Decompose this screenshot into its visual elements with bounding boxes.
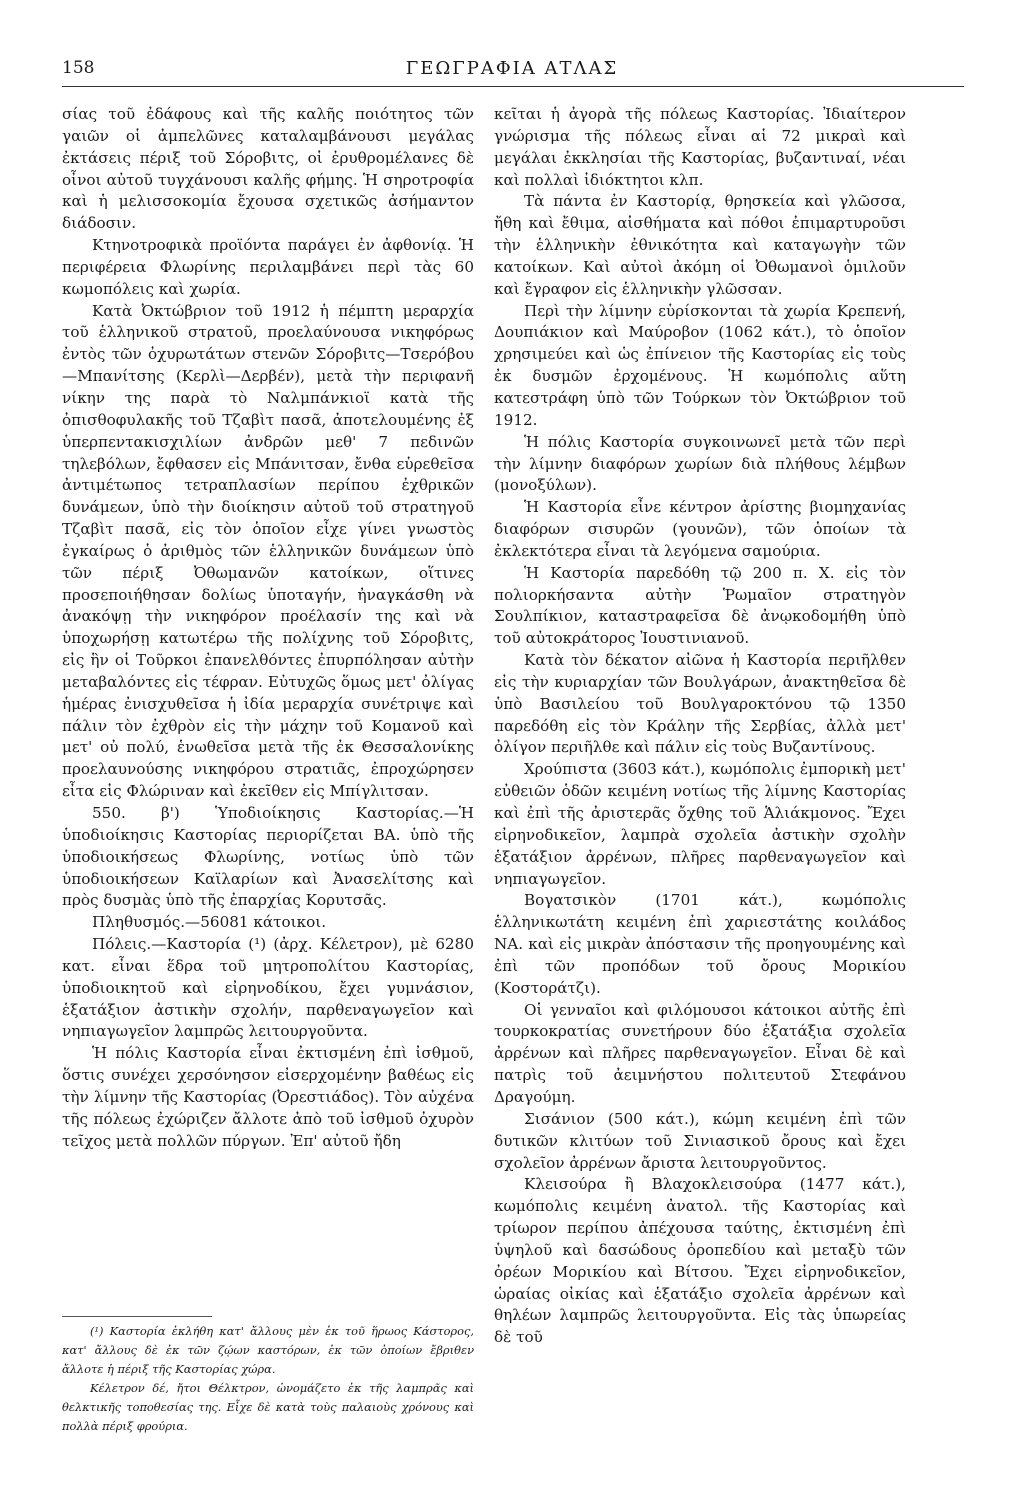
paragraph: Πληθυσμός.—56081 κάτοικοι. <box>92 913 327 932</box>
paragraph: Κτηνοτροφικὰ προϊόντα παράγει ἐν ἀφθονίᾳ. Ἡ περιφέρεια Φλωρίνης περιλαμβάνει περὶ τὰς 60 κωμοπόλεις καὶ χωρία. <box>62 236 474 298</box>
paragraph: 550. β') Ὑποδιοίκησις Καστορίας.—Ἡ ὑποδιοίκησις Καστορίας περιορίζεται ΒΑ. ὑπὸ τῆς ὑποδιοικήσεως Φλωρίνης, νοτίως ὑπὸ τῶν ὑποδιοικήσεων Καϊλαρίων καὶ Ἀνασελίτσης καὶ πρὸς δυσμὰς ὑπὸ τῆς ἐπαρχίας Κορυτσᾶς. <box>62 804 474 910</box>
paragraph: Ἡ πόλις Καστορία συγκοινωνεῖ μετὰ τῶν περὶ τὴν λίμνην διαφόρων χωρίων διὰ πλήθους λέμβων (μονοξύλων). <box>494 432 906 495</box>
paragraph: Περὶ τὴν λίμνην εὑρίσκονται τὰ χωρία Κρεπενή, Δουπιάκιον καὶ Μαύροβον (1062 κάτ.), τὸ ὁποῖον χρησιμεύει καὶ ὡς ἐπίνειον τῆς Καστορίας εἰς τοὺς ἐκ δυσμῶν ἐρχομένους. Ἡ κωμόπολις αὕτη κατεστράφη ὑπὸ τῶν Τούρκων τὸν Ὀκτώβριον τοῦ 1912. <box>494 301 906 429</box>
paragraph: Κλεισούρα ἢ Βλαχοκλεισούρα (1477 κάτ.), κωμόπολις κειμένη ἀνατολ. τῆς Καστορίας καὶ τρίωρον περίπου ἀπέχουσα ταύτης, ἐκτισμένη ἐπὶ ὑψηλοῦ καὶ δασώδους ὀροπεδίου καὶ μεταξὺ τῶν ὀρέων Μορικίου καὶ Βίτσου. Ἔχει εἰρηνοδικεῖον, ὡραίας οἰκίας καὶ ἑξατάξιο σχολεῖα ἀρρένων καὶ θηλέων λαμπρῶς λειτουργοῦντα. Εἰς τὰς ὑπωρείας δὲ τοῦ <box>494 1175 906 1347</box>
footnote: (¹) Καστορία ἐκλήθη κατ' ἄλλους μὲν ἐκ τοῦ ἥρωος Κάστορος, κατ' ἄλλους δὲ ἐκ τῶν ζῴων καστόρων, ἐκ τῶν ὁποίων ἔβριθεν ἄλλοτε ἡ πέριξ τῆς Καστορίας χώρα. <box>62 1324 474 1376</box>
paragraph: Κατὰ τὸν δέκατον αἰῶνα ἡ Καστορία περιῆλθεν εἰς τὴν κυριαρχίαν τῶν Βουλγάρων, ἀνακτηθεῖσα δὲ ὑπὸ Βασιλείου τοῦ Βουλγαροκτόνου τῷ 1350 παρεδόθη εἰς τὸν Κράλην τῆς Σερβίας, ἀλλὰ μετ' ὀλίγον περιῆλθε καὶ πάλιν εἰς τοὺς Βυζαντίνους. <box>494 651 906 757</box>
paragraph: Βογατσικὸν (1701 κάτ.), κωμόπολις ἑλληνικωτάτη κειμένη ἐπὶ χαριεστάτης κοιλάδος ΝΑ. καὶ εἰς μικρὰν ἀπόστασιν τῆς προηγουμένης καὶ ἐπὶ τῶν προπόδων τοῦ ὄρους Μορικίου (Κοστοράτζι). <box>494 891 906 997</box>
paragraph: Ἡ Καστορία παρεδόθη τῷ 200 π. Χ. εἰς τὸν πολιορκήσαντα αὐτὴν Ῥωμαῖον στρατηγὸν Σουλπίκιον, καταστραφεῖσα δὲ ἀνῳκοδομήθη ὑπὸ τοῦ αὐτοκράτορος Ἰουστινιανοῦ. <box>494 563 906 648</box>
paragraph: κεῖται ἡ ἀγορὰ τῆς πόλεως Καστορίας. Ἰδιαίτερον γνώρισμα τῆς πόλεως εἶναι αἱ 72 μικραὶ καὶ μεγάλαι ἐκκλησίαι τῆς Καστορίας, βυζαντιναί, νέαι καὶ πολλαὶ ἰδιόκτητοι κλπ. <box>494 105 906 189</box>
paragraph: Κατὰ Ὀκτώβριον τοῦ 1912 ἡ πέμπτη μεραρχία τοῦ ἑλληνικοῦ στρατοῦ, προελαύνουσα νικηφόρως ἐντὸς τῶν ὀχυρωτάτων στενῶν Σόροβιτς—Τσερόβου—Μπανίτσης (Κερλὶ—Δερβέν), μετὰ τὴν περιφανῆ νίκην της παρὰ τὸ Ναλμπάνκιοϊ κατὰ τῆς ὀπισθοφυλακῆς τοῦ Τζαβὶτ πασᾶ, ἀποτελουμένης ἐξ ὑπερπεντακισχιλίων ἀνδρῶν μεθ' 7 πεδινῶν τηλεβόλων, ἔφθασεν εἰς Μπάνιτσαν, ἔνθα εὑρεθεῖσα ἀντιμέτωπος τετραπλασίων περίπου ἐχθρικῶν δυνάμεων, ὑπὸ τὴν διοίκησιν αὐτοῦ τοῦ στρατηγοῦ Τζαβὶτ πασᾶ, εἰς τὸν ὁποῖον εἶχε γίνει γνωστὸς ἐγκαίρως ὁ ἀριθμὸς τῶν ἑλληνικῶν δυνάμεων ὑπὸ τῶν πέριξ Ὀθωμανῶν κατοίκων, οἵτινες προσεποιήθησαν δολίως ὑποταγήν, ἠναγκάσθη νὰ ἀνακόψῃ τὴν νικηφόρον προέλασίν της καὶ νὰ ὑποχωρήσῃ κατωτέρω τῆς πολίχνης τοῦ Σόροβιτς, εἰς ἣν οἱ Τοῦρκοι ἐπανελθόντες ἐπυρπόλησαν αὐτὴν μεταβαλόντες εἰς τέφραν. Εὐτυχῶς ὅμως μετ' ὀλίγας ἡμέρας ἐνισχυθεῖσα ἡ ἰδία μεραρχία συνέτριψε καὶ πάλιν τὸν ἐχθρὸν εἰς τὴν μάχην τοῦ Κομανοῦ καὶ μετ' οὐ πολύ, ἑνωθεῖσα μετὰ τῆς ἐκ Θεσσαλονίκης προελαυνούσης νικηφόρου στρατιᾶς, ἐπροχώρησεν εἶτα εἰς Φλώριναν καὶ ἐκεῖθεν εἰς Μπίγλιτσαν. <box>62 301 474 801</box>
paragraph: Ἡ πόλις Καστορία εἶναι ἐκτισμένη ἐπὶ ἰσθμοῦ, ὅστις συνέχει χερσόνησον εἰσερχομένην βαθέως εἰς τὴν λίμνην τῆς Καστορίας (Ὀρεστιάδος). Τὸν αὐχένα τῆς πόλεως ἐχώριζεν ἄλλοτε ἀπὸ τοῦ ἰσθμοῦ ὀχυρὸν τεῖχος μετὰ πολλῶν πύργων. Ἐπ' αὐτοῦ ἤδη <box>62 1044 474 1150</box>
running-title: ΓΕΩΓΡΑΦΙΑ ΑΤΛΑΣ <box>405 58 619 79</box>
paragraph: Τὰ πάντα ἐν Καστορίᾳ, θρησκεία καὶ γλῶσσα, ἤθη καὶ ἔθιμα, αἰσθήματα καὶ πόθοι ἐπιμαρτυροῦσι τὴν ἑλληνικὴν ἐθνικότητα καὶ καταγωγὴν τῶν κατοίκων. Καὶ αὐτοὶ ἀκόμη οἱ Ὀθωμανοὶ ὁμιλοῦν καὶ ἔγραφον εἰς ἑλληνικὴν γλῶσσαν. <box>494 192 906 298</box>
left-column <box>62 104 474 1153</box>
footnote-rule <box>62 1316 212 1317</box>
paragraph: Οἱ γενναῖοι καὶ φιλόμουσοι κάτοικοι αὐτῆς ἐπὶ τουρκοκρατίας συνετήρουν δύο ἑξατάξια σχολεῖα ἀρρένων καὶ πλῆρες παρθεναγωγεῖον. Εἶναι δὲ καὶ πατρὶς τοῦ ἀειμνήστου πολιτευτοῦ Στεφάνου Δραγούμη. <box>494 1000 906 1106</box>
paragraph: Ἡ Καστορία εἶνε κέντρον ἀρίστης βιομηχανίας διαφόρων σισυρῶν (γουνῶν), τῶν ὁποίων τὰ ἐκλεκτότερα εἶναι τὰ λεγόμενα σαμούρια. <box>494 498 906 560</box>
page-number: 158 <box>62 58 95 78</box>
footnotes <box>62 1322 474 1436</box>
footnote: Κέλετρον δέ, ἤτοι Θέλκτρον, ὠνομάζετο ἐκ τῆς λαμπρᾶς καὶ θελκτικῆς τοποθεσίας της. Εἶχε δὲ κατὰ τοὺς παλαιοὺς χρόνους καὶ πολλὰ πέριξ φρούρια. <box>62 1381 474 1433</box>
paragraph: Χρούπιστα (3603 κάτ.), κωμόπολις ἐμπορικὴ μετ' εὐθειῶν ὁδῶν κειμένη νοτίως τῆς λίμνης Καστορίας καὶ ἐπὶ τῆς ἀριστερᾶς ὄχθης τοῦ Ἁλιάκμονος. Ἔχει εἰρηνοδικεῖον, λαμπρὰ σχολεῖα ἀστικὴν σχολὴν ἑξατάξιον ἀρρένων, πλῆρες παρθεναγωγεῖον καὶ νηπιαγωγεῖον. <box>494 760 906 888</box>
paragraph: Πόλεις.—Καστορία (¹) (ἀρχ. Κέλετρον), μὲ 6280 κατ. εἶναι ἕδρα τοῦ μητροπολίτου Καστορίας, ὑποδιοικητοῦ καὶ εἰρηνοδίκου, ἔχει γυμνάσιον, ἑξατάξιον ἀστικὴν σχολήν, παρθεναγωγεῖον καὶ νηπιαγωγεῖον λαμπρῶς λειτουργοῦντα. <box>62 935 474 1041</box>
page-header <box>62 58 962 84</box>
right-column <box>494 104 906 1349</box>
paragraph: σίας τοῦ ἐδάφους καὶ τῆς καλῆς ποιότητος τῶν γαιῶν οἱ ἀμπελῶνες καταλαμβάνουσι μεγάλας ἐκτάσεις πέριξ τοῦ Σόροβιτς, οἱ ἐρυθρομέλανες δὲ οἶνοι αὐτοῦ τυγχάνουσι καλῆς φήμης. Ἡ σηροτροφία καὶ ἡ μελισσοκομία ἔχουσα σχετικῶς ἀσήμαντον διάδοσιν. <box>62 105 474 233</box>
paragraph: Σισάνιον (500 κάτ.), κώμη κειμένη ἐπὶ τῶν δυτικῶν κλιτύων τοῦ Σινιασικοῦ ὄρους καὶ ἔχει σχολεῖον ἀρρένων ἄριστα λειτουργοῦντος. <box>494 1109 906 1172</box>
header-rule <box>62 86 964 87</box>
